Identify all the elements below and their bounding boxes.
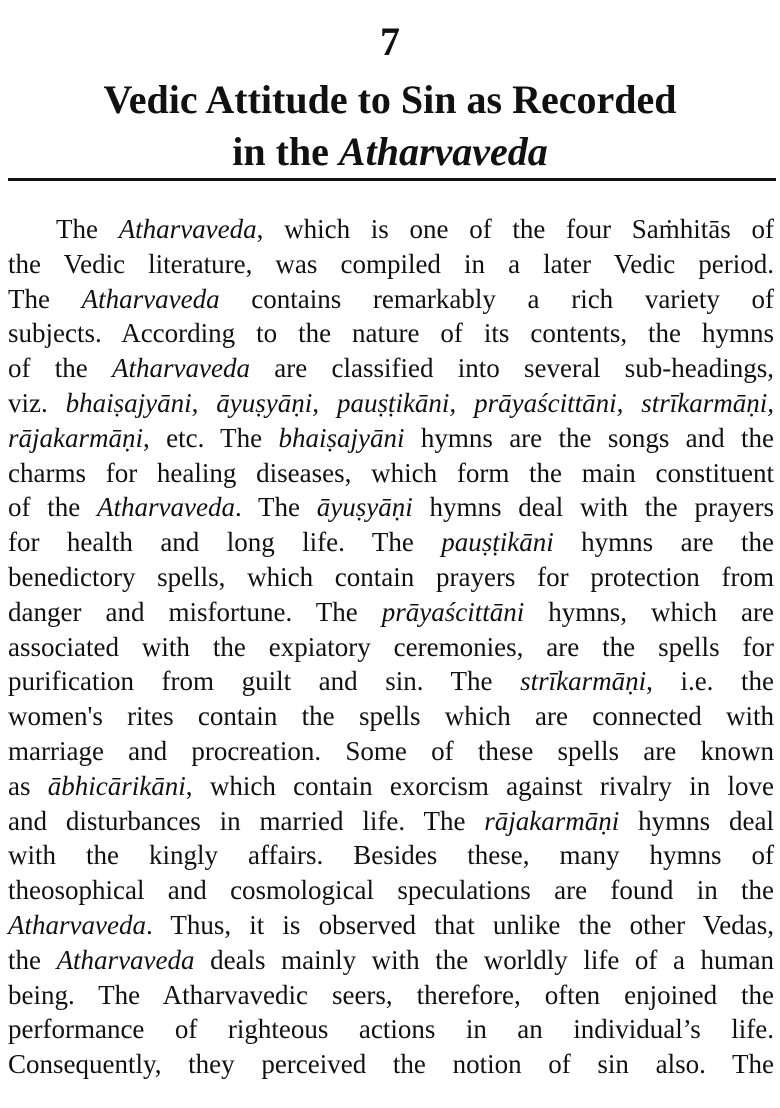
- text-line: [8, 421, 774, 456]
- text-line: [8, 490, 774, 525]
- text-segment: of the: [8, 492, 98, 523]
- text-line: [8, 943, 774, 978]
- text-segment: charms for healing diseases, which form the main constituent: [8, 457, 774, 488]
- text-line: [8, 1047, 774, 1082]
- italic-term: pauṣṭikāni: [441, 527, 554, 558]
- text-segment: theosophical and cosmological speculations are found in the: [8, 875, 774, 906]
- text-line: [8, 525, 774, 560]
- text-segment: deals mainly with the worldly life of a human: [194, 944, 774, 975]
- text-line: [8, 386, 774, 421]
- italic-term: strīkarmāṇi: [520, 666, 647, 697]
- text-line: [8, 734, 774, 769]
- text-line: [8, 804, 774, 839]
- text-line: [8, 247, 774, 282]
- text-segment: . The: [234, 492, 317, 523]
- italic-term: bhaiṣajyāni: [278, 422, 405, 453]
- text-segment: contains remarkably a rich variety of: [219, 283, 774, 314]
- text-segment: The: [8, 283, 82, 314]
- text-segment: with the kingly affairs. Besides these, many hymns of: [8, 840, 774, 871]
- italic-term: Atharvaveda: [97, 492, 235, 523]
- title-prefix: in the: [232, 129, 339, 174]
- italic-term: Atharvaveda: [112, 353, 250, 384]
- text-segment: the Vedic literature, was compiled in a later Vedic period.: [8, 248, 774, 279]
- text-segment: hymns, which are: [524, 596, 774, 627]
- text-line: [8, 873, 774, 908]
- text-line: [8, 978, 774, 1013]
- text-line: [8, 769, 774, 804]
- italic-term: Atharvaveda: [118, 214, 257, 244]
- text-segment: being. The Atharvavedic seers, therefore, often enjoined the: [8, 979, 774, 1010]
- text-segment: The: [56, 214, 119, 244]
- text-line: [8, 838, 774, 873]
- text-line: [8, 908, 774, 943]
- text-segment: Consequently, they perceived the notion of sin also. The: [8, 1049, 774, 1080]
- text-line: [8, 316, 774, 351]
- body-paragraph: [8, 212, 774, 1082]
- italic-term: Atharvaveda: [8, 909, 146, 940]
- text-segment: for health and long life. The: [8, 527, 442, 558]
- text-segment: are classified into several sub-headings,: [250, 353, 774, 384]
- text-line: [8, 595, 774, 630]
- text-segment: , which is one of the four Saṁhitās of: [256, 214, 774, 244]
- text-segment: hymns deal with the prayers: [412, 492, 774, 523]
- italic-term: āyuṣyāṇi: [316, 492, 413, 523]
- text-segment: hymns are the: [553, 527, 775, 558]
- text-line: [8, 699, 774, 734]
- text-segment: associated with the expiatory ceremonies, are the spells for: [8, 631, 774, 662]
- text-line: [8, 664, 774, 699]
- italic-term: Atharvaveda: [56, 944, 195, 975]
- text-segment: , which contain exorcism against rivalry in love: [185, 770, 774, 801]
- text-segment: . Thus, it is observed that unlike the other Vedas,: [145, 909, 774, 940]
- chapter-title-line-1: Vedic Attitude to Sin as Recorded: [103, 77, 677, 122]
- text-segment: of the: [8, 353, 113, 384]
- chapter-title-line-2: [0, 128, 780, 175]
- text-line: [8, 560, 774, 595]
- text-segment: , i.e. the: [646, 666, 774, 697]
- text-segment: hymns deal: [619, 805, 774, 836]
- text-segment: , etc. The: [143, 422, 279, 453]
- text-segment: subjects. According to the nature of its contents, the hymns: [8, 318, 774, 349]
- text-segment: purification from guilt and sin. The: [8, 666, 521, 697]
- italic-term: ābhicārikāni: [47, 770, 186, 801]
- italic-term: Atharvaveda: [81, 283, 220, 314]
- text-segment: women's rites contain the spells which are connected with: [8, 701, 774, 732]
- text-segment: hymns are the songs and the: [404, 422, 774, 453]
- text-segment: and disturbances in married life. The: [8, 805, 485, 836]
- title-rule: [8, 178, 776, 181]
- italic-term: bhaiṣajyāni, āyuṣyāṇi, pauṣṭikāni, prāyaścittāni, strīkarmāṇi,: [65, 387, 774, 418]
- text-segment: viz.: [8, 387, 66, 418]
- text-line: [8, 456, 774, 491]
- text-segment: as: [8, 770, 48, 801]
- text-segment: marriage and procreation. Some of these spells are known: [8, 735, 774, 766]
- text-line: [8, 1012, 774, 1047]
- text-segment: performance of righteous actions in an individual’s life.: [8, 1014, 774, 1045]
- text-segment: the: [8, 944, 57, 975]
- title-italic: Atharvaveda: [338, 129, 548, 174]
- chapter-number: 7: [380, 19, 400, 64]
- italic-term: rājakarmāṇi: [8, 422, 143, 453]
- text-segment: danger and misfortune. The: [8, 596, 382, 627]
- text-line: [8, 282, 774, 317]
- text-line: [8, 212, 774, 247]
- text-segment: benedictory spells, which contain prayers for protection from: [8, 561, 774, 592]
- italic-term: prāyaścittāni: [381, 596, 525, 627]
- text-line: [8, 630, 774, 665]
- italic-term: rājakarmāṇi: [484, 805, 620, 836]
- text-line: [8, 351, 774, 386]
